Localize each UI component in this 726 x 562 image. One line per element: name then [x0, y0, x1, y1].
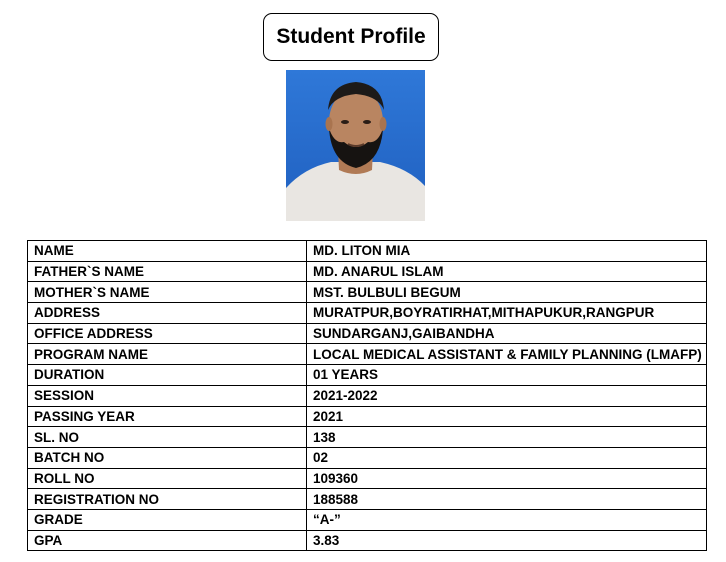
field-label: FATHER`S NAME	[28, 261, 307, 282]
page-title: Student Profile	[263, 13, 439, 61]
field-label: BATCH NO	[28, 447, 307, 468]
profile-row	[28, 344, 707, 365]
field-value: 2021-2022	[307, 385, 707, 406]
field-value: SUNDARGANJ,GAIBANDHA	[307, 323, 707, 344]
profile-row	[28, 261, 707, 282]
field-value: MST. BULBULI BEGUM	[307, 282, 707, 303]
field-value: 2021	[307, 406, 707, 427]
profile-row	[28, 385, 707, 406]
profile-row	[28, 323, 707, 344]
field-value: 01 YEARS	[307, 365, 707, 386]
profile-row	[28, 282, 707, 303]
field-value: MD. ANARUL ISLAM	[307, 261, 707, 282]
field-value: MD. LITON MIA	[307, 241, 707, 262]
profile-row	[28, 509, 707, 530]
field-value: MURATPUR,BOYRATIRHAT,MITHAPUKUR,RANGPUR	[307, 303, 707, 324]
field-label: SESSION	[28, 385, 307, 406]
field-value: LOCAL MEDICAL ASSISTANT & FAMILY PLANNING (LMAFP)	[307, 344, 707, 365]
field-value: “A-”	[307, 509, 707, 530]
profile-row	[28, 303, 707, 324]
field-value: 188588	[307, 489, 707, 510]
field-label: REGISTRATION NO	[28, 489, 307, 510]
field-label: GPA	[28, 530, 307, 551]
profile-row	[28, 447, 707, 468]
field-value: 3.83	[307, 530, 707, 551]
profile-row	[28, 427, 707, 448]
field-label: GRADE	[28, 509, 307, 530]
student-photo	[286, 70, 425, 221]
field-value: 109360	[307, 468, 707, 489]
field-label: DURATION	[28, 365, 307, 386]
profile-row	[28, 406, 707, 427]
profile-row	[28, 489, 707, 510]
field-label: PROGRAM NAME	[28, 344, 307, 365]
field-label: NAME	[28, 241, 307, 262]
profile-row	[28, 241, 707, 262]
profile-row	[28, 468, 707, 489]
field-label: ROLL NO	[28, 468, 307, 489]
field-label: ADDRESS	[28, 303, 307, 324]
field-label: PASSING YEAR	[28, 406, 307, 427]
field-label: SL. NO	[28, 427, 307, 448]
field-label: MOTHER`S NAME	[28, 282, 307, 303]
field-value: 138	[307, 427, 707, 448]
field-label: OFFICE ADDRESS	[28, 323, 307, 344]
profile-table	[27, 240, 707, 551]
field-value: 02	[307, 447, 707, 468]
person-portrait-icon	[286, 70, 425, 221]
profile-row	[28, 530, 707, 551]
profile-row	[28, 365, 707, 386]
